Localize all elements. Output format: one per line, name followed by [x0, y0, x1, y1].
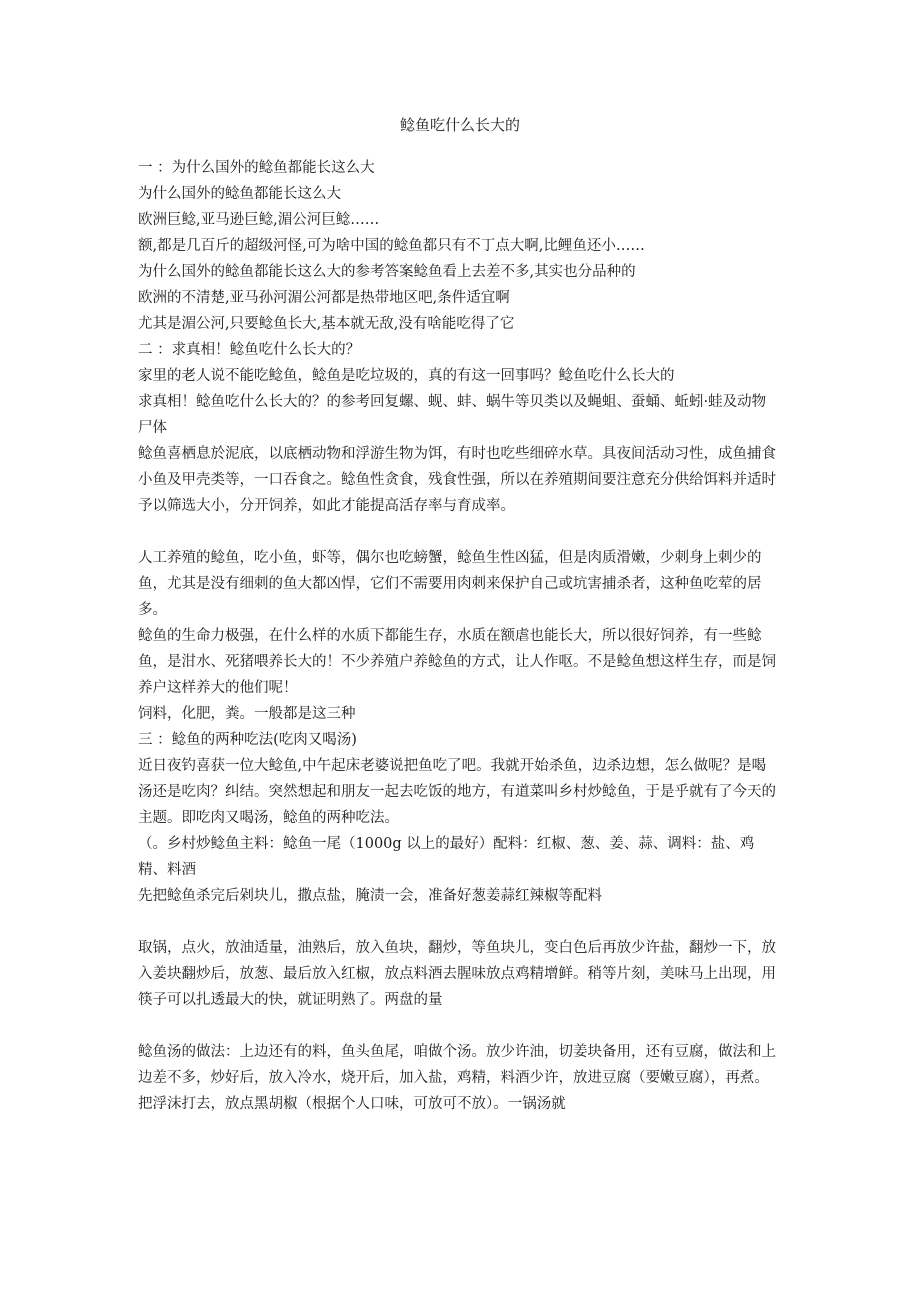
- paragraph: 为什么国外的鲶鱼都能长这么大: [138, 186, 341, 202]
- paragraph: 尤其是湄公河,只要鲶鱼长大,基本就无敌,没有啥能吃得了它: [138, 316, 515, 332]
- paragraph-gap: [138, 519, 778, 545]
- paragraph: 饲料，化肥，粪。一般都是这三种: [138, 706, 356, 722]
- paragraph: 家里的老人说不能吃鲶鱼，鲶鱼是吃垃圾的，真的有这一回事吗？鲶鱼吃什么长大的: [138, 368, 675, 384]
- section-heading-3: 三 ：鲶鱼的两种吃法(吃肉又喝汤): [138, 732, 357, 748]
- document-body: [138, 155, 778, 1117]
- section-heading-1: 一 ：为什么国外的鲶鱼都能长这么大: [138, 160, 375, 176]
- paragraph-gap: [138, 1013, 778, 1039]
- paragraph: （。乡村炒鲶鱼主料：鲶鱼一尾（1000g 以上的最好）配料：红椒、葱、姜、蒜、调料：盐、鸡精、料酒: [138, 836, 755, 878]
- paragraph: 先把鲶鱼杀完后剁块儿，撒点盐，腌渍一会，准备好葱姜蒜红辣椒等配料: [138, 888, 602, 904]
- paragraph: 为什么国外的鲶鱼都能长这么大的参考答案鲶鱼看上去差不多,其实也分品种的: [138, 264, 636, 280]
- paragraph: 人工养殖的鲶鱼，吃小鱼，虾等，偶尔也吃螃蟹，鲶鱼生性凶猛，但是肉质滑嫩，少刺身上刺少的鱼，尤其是没有细刺的鱼大都凶悍，它们不需要用肉刺来保护自己或坑害捕杀者，这种鱼吃荤的居多。: [138, 550, 762, 618]
- paragraph: 取锅，点火，放油适量，油熟后，放入鱼块，翻炒，等鱼块儿，变白色后再放少许盐，翻炒一下，放入姜块翻炒后，放葱、最后放入红椒，放点料酒去腥味放点鸡精增鲜。稍等片刻，美味马上出现，用筷子可以扎透最大的快，就证明熟了。两盘的量: [138, 940, 776, 1008]
- paragraph: 求真相！鲶鱼吃什么长大的？的参考回复螺、蚬、蚌、蜗牛等贝类以及蝇蛆、蚕蛹、蚯蚓·蛙及动物尸体: [138, 394, 767, 436]
- paragraph: 近日夜钓喜获一位大鲶鱼,中午起床老婆说把鱼吃了吧。我就开始杀鱼，边杀边想，怎么做呢？是喝汤还是吃肉？纠结。突然想起和朋友一起去吃饭的地方，有道菜叫乡村炒鲶鱼，于是乎就有了今天的主题。即吃肉又喝汤，鲶鱼的两种吃法。: [138, 758, 776, 826]
- paragraph: 鲶鱼汤的做法：上边还有的料，鱼头鱼尾，咱做个汤。放少许油，切姜块备用，还有豆腐，做法和上边差不多，炒好后，放入冷水，烧开后，加入盐，鸡精，料酒少许，放进豆腐（要嫩豆腐），再煮。把浮沫打去，放点黑胡椒（根据个人口味，可放可不放）。一锅汤就: [138, 1044, 776, 1112]
- paragraph: 额,都是几百斤的超级河怪,可为啥中国的鲶鱼都只有不丁点大啊,比鲤鱼还小……: [138, 238, 645, 254]
- paragraph: 欧洲的不清楚,亚马孙河湄公河都是热带地区吧,条件适宜啊: [138, 290, 510, 306]
- section-heading-2: 二 ：求真相！鲶鱼吃什么长大的？: [138, 342, 361, 358]
- document-title: 鲶鱼吃什么长大的: [399, 116, 520, 134]
- paragraph-gap: [138, 909, 778, 935]
- paragraph: 鲶鱼的生命力极强，在什么样的水质下都能生存，水质在额虐也能长大，所以很好饲养，有一些鲶鱼，是泔水、死猪喂养长大的！不少养殖户养鲶鱼的方式，让人作呕。不是鲶鱼想这样生存，而是饲养户这样养大的他们呢！: [138, 628, 776, 696]
- paragraph: 欧洲巨鲶,亚马逊巨鲶,湄公河巨鲶……: [138, 212, 380, 228]
- paragraph: 鲶鱼喜栖息於泥底，以底栖动物和浮游生物为饵，有时也吃些细碎水草。具夜间活动习性，成鱼捕食小鱼及甲壳类等，一口吞食之。鲶鱼性贪食，残食性强，所以在养殖期间要注意充分供给饵料并适时予以筛选大小，分开饲养，如此才能提高活存率与育成率。: [138, 446, 776, 514]
